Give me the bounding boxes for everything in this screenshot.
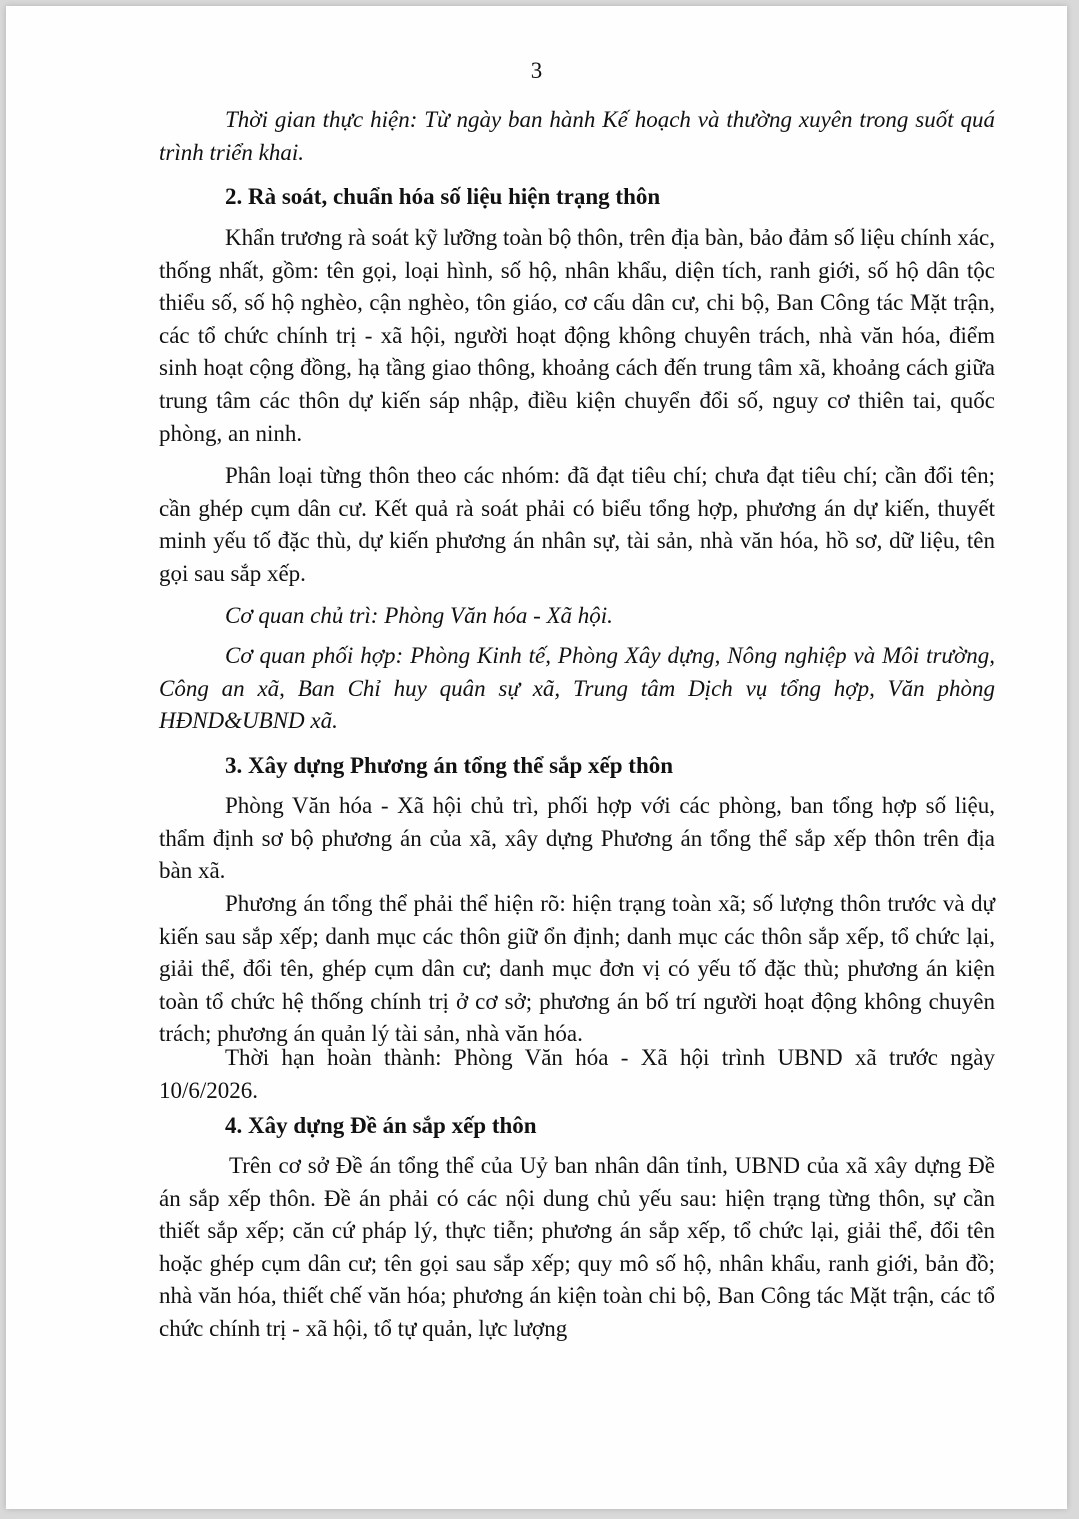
classification-paragraph: Phân loại từng thôn theo các nhóm: đã đạt tiêu chí; chưa đạt tiêu chí; cần đổi tên; cần ghép cụm dân cư. Kết quả rà soát phải có biểu tổng hợp, phương án dự kiến, thuyết minh yếu tố đặc thù, dự kiến phương án nhân sự, tài sản, nhà văn hóa, hồ sơ, dữ liệu, tên gọi sau sắp xếp. <box>159 463 995 586</box>
implementation-time-paragraph: Thời gian thực hiện: Từ ngày ban hành Kế hoạch và thường xuyên trong suốt quá trình triển khai. <box>159 107 995 165</box>
document-page <box>6 6 1067 1509</box>
overall-plan-paragraph: Phòng Văn hóa - Xã hội chủ trì, phối hợp với các phòng, ban tổng hợp số liệu, thẩm định sơ bộ phương án của xã, xây dựng Phương án tổng thể sắp xếp thôn trên địa bàn xã. <box>159 793 995 884</box>
lead-agency-paragraph: Cơ quan chủ trì: Phòng Văn hóa - Xã hội. <box>225 603 613 628</box>
deadline-paragraph: Thời hạn hoàn thành: Phòng Văn hóa - Xã hội trình UBND xã trước ngày 10/6/2026. <box>159 1045 995 1103</box>
plan-content-paragraph: Phương án tổng thể phải thể hiện rõ: hiện trạng toàn xã; số lượng thôn trước và dự kiến sau sắp xếp; danh mục các thôn giữ ổn định; danh mục các thôn sắp xếp, tổ chức lại, giải thể, đổi tên, ghép cụm dân cư; danh mục đơn vị có yếu tố đặc thù; phương án kiện toàn tổ chức hệ thống chính trị ở cơ sở; phương án bố trí người hoạt động không chuyên trách; phương án quản lý tài sản, nhà văn hóa. <box>159 891 995 1047</box>
project-content-paragraph: Trên cơ sở Đề án tổng thể của Uỷ ban nhân dân tỉnh, UBND của xã xây dựng Đề án sắp xếp thôn. Đề án phải có các nội dung chủ yếu sau: hiện trạng từng thôn, sự cần thiết sắp xếp; căn cứ pháp lý, thực tiễn; phương án sắp xếp, tổ chức lại, giải thể, đổi tên hoặc ghép cụm dân cư; tên gọi sau sắp xếp; quy mô số hộ, nhân khẩu, ranh giới, bản đồ; nhà văn hóa, thiết chế văn hóa; phương án kiện toàn chi bộ, Ban Công tác Mặt trận, các tổ chức chính trị - xã hội, tổ tự quản, lực lượng <box>159 1153 995 1341</box>
section-2-heading: 2. Rà soát, chuẩn hóa số liệu hiện trạng thôn <box>225 184 661 209</box>
section-4-heading: 4. Xây dựng Đề án sắp xếp thôn <box>225 1113 537 1138</box>
review-data-paragraph: Khẩn trương rà soát kỹ lưỡng toàn bộ thôn, trên địa bàn, bảo đảm số liệu chính xác, thống nhất, gồm: tên gọi, loại hình, số hộ, nhân khẩu, diện tích, ranh giới, số hộ dân tộc thiểu số, số hộ nghèo, cận nghèo, tôn giáo, cơ cấu dân cư, chi bộ, Ban Công tác Mặt trận, các tổ chức chính trị - xã hội, người hoạt động không chuyên trách, nhà văn hóa, điểm sinh hoạt cộng đồng, hạ tầng giao thông, khoảng cách đến trung tâm xã, khoảng cách giữa trung tâm các thôn dự kiến sáp nhập, điều kiện chuyển đổi số, nguy cơ thiên tai, quốc phòng, an ninh. <box>159 225 995 446</box>
coordinating-agencies-paragraph: Cơ quan phối hợp: Phòng Kinh tế, Phòng Xây dựng, Nông nghiệp và Môi trường, Công an xã, Ban Chỉ huy quân sự xã, Trung tâm Dịch vụ tổng hợp, Văn phòng HĐND&UBND xã. <box>159 643 995 734</box>
page-number: 3 <box>530 58 543 83</box>
section-3-heading: 3. Xây dựng Phương án tổng thể sắp xếp thôn <box>225 753 674 778</box>
